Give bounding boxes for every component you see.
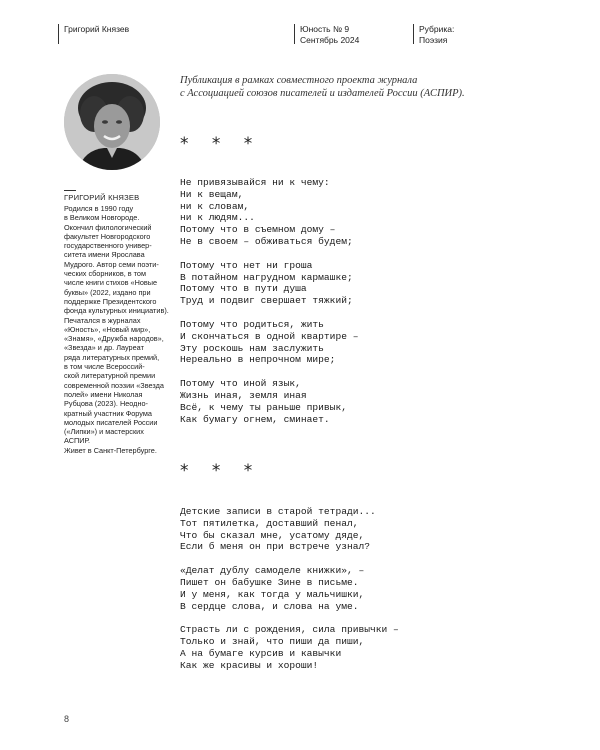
bio-text bbox=[64, 204, 184, 455]
bio-line: Печатался в журналах bbox=[64, 315, 141, 325]
header-divider bbox=[294, 24, 295, 44]
stanza bbox=[180, 177, 358, 248]
verse-line: Потому что нет ни гроша bbox=[180, 259, 313, 271]
bio-line: «Звезда» и др. Лауреат bbox=[64, 343, 144, 353]
bio-line: Окончил филологический bbox=[64, 222, 152, 232]
publication-note bbox=[180, 74, 465, 100]
bio-line: ситета имени Ярослава bbox=[64, 250, 145, 260]
verse-line: Потому что в съемном дому – bbox=[180, 224, 336, 236]
verse-line: Если б меня он при встрече узнал? bbox=[180, 541, 370, 553]
verse-line: Нереально в непрочном мире; bbox=[180, 354, 336, 366]
bio-line: числе книги стихов «Новые bbox=[64, 278, 158, 288]
publication-note-line: с Ассоциацией союзов писателей и издателей России (АСПИР). bbox=[180, 88, 465, 99]
verse-line: «Делат дублу самоделе книжки», – bbox=[180, 565, 365, 577]
bio-line: молодых писателей России bbox=[64, 417, 158, 427]
verse-line: Что бы сказал мне, усатому дяде, bbox=[180, 529, 365, 541]
poem-1-stars: * * * bbox=[180, 134, 262, 154]
bio-line: Рубцова (2023). Неодно- bbox=[64, 399, 148, 409]
bio-line: факультет Новгородского bbox=[64, 231, 151, 241]
bio-line: в том числе Всероссий- bbox=[64, 362, 145, 372]
bio-line: АСПИР. bbox=[64, 436, 90, 446]
verse-line: Ни к вещам, bbox=[180, 188, 244, 200]
verse-line: Не привязывайся ни к чему: bbox=[180, 177, 330, 188]
verse-line: Как бумагу огнем, сминает. bbox=[180, 413, 330, 425]
author-portrait bbox=[64, 74, 160, 170]
bio-line: «Юность», «Новый мир», bbox=[64, 324, 151, 334]
header-divider bbox=[413, 24, 414, 44]
verse-line: И скончаться в одной квартире – bbox=[180, 330, 359, 342]
verse-line: Потому что родиться, жить bbox=[180, 318, 324, 330]
bio-name: ГРИГОРИЙ КНЯЗЕВ bbox=[64, 193, 140, 202]
bio-line: «Знамя», «Дружба народов», bbox=[64, 334, 164, 344]
header-rubric-value: Поэзия bbox=[419, 35, 448, 45]
verse-line: Только и знай, что пиши да пиши, bbox=[180, 636, 365, 648]
verse-line: И у меня, как тогда у мальчишки, bbox=[180, 588, 365, 600]
verse-line: Всё, к чему ты раньше привык, bbox=[180, 401, 347, 413]
header-rubric bbox=[419, 24, 454, 46]
bio-line: Родился в 1990 году bbox=[64, 204, 134, 213]
poem-1 bbox=[180, 177, 358, 437]
verse-line: Эту роскошь нам заслужить bbox=[180, 342, 324, 354]
header-author: Григорий Князев bbox=[64, 24, 130, 34]
verse-line: ни к людям... bbox=[180, 212, 255, 224]
verse-line: В потайном нагрудном кармашке; bbox=[180, 271, 353, 283]
verse-line: Труд и подвиг свершает тяжкий; bbox=[180, 295, 353, 307]
bio-line: современной поэзии «Звезда bbox=[64, 380, 164, 390]
verse-line: Пишет он бабушке Зине в письме. bbox=[180, 576, 359, 588]
verse-line: А на бумаге курсив и кавычки bbox=[180, 647, 342, 659]
stanza bbox=[180, 260, 358, 307]
header-divider bbox=[58, 24, 59, 44]
header-issue bbox=[300, 24, 359, 46]
verse-line: Потому что в пути душа bbox=[180, 283, 307, 295]
bio-line: буквы» (2022, издано при bbox=[64, 287, 151, 297]
verse-line: Как же красивы и хороши! bbox=[180, 659, 319, 671]
bio-line: полей» имени Николая bbox=[64, 389, 143, 399]
page-number: 8 bbox=[64, 714, 70, 724]
verse-line: ни к словам, bbox=[180, 200, 250, 212]
stanza bbox=[180, 378, 358, 425]
bio-line: поддержке Президентского bbox=[64, 296, 157, 306]
bio-line: фонда культурных инициатив). bbox=[64, 306, 169, 316]
bio-line: («Липки») и мастерских bbox=[64, 427, 144, 437]
bio-dash bbox=[64, 190, 76, 191]
header-rubric-label: Рубрика: bbox=[419, 24, 455, 34]
bio-line: ряда литературных премий, bbox=[64, 352, 160, 362]
verse-line: Детские записи в старой тетради... bbox=[180, 506, 376, 517]
bio-line: государственного универ- bbox=[64, 241, 152, 251]
verse-line: Страсть ли с рождения, сила привычки – bbox=[180, 624, 399, 636]
bio-line: кратный участник Форума bbox=[64, 408, 152, 418]
stanza bbox=[180, 506, 399, 553]
header-journal: Юность № 9 bbox=[300, 24, 350, 34]
bio-line: ской литературной премии bbox=[64, 371, 156, 381]
bio-line: Мудрого. Автор семи поэти- bbox=[64, 259, 159, 269]
verse-line: Не в своем – обживаться будем; bbox=[180, 235, 353, 247]
verse-line: Потому что иной язык, bbox=[180, 378, 301, 390]
poem-2-stars: * * * bbox=[180, 461, 262, 481]
stanza bbox=[180, 565, 399, 612]
verse-line: Жизнь иная, земля иная bbox=[180, 389, 307, 401]
stanza bbox=[180, 319, 358, 366]
bio-line: Живет в Санкт-Петербурге. bbox=[64, 445, 157, 455]
bio-line: в Великом Новгороде. bbox=[64, 213, 140, 223]
verse-line: В сердце слова, и слова на уме. bbox=[180, 600, 359, 612]
stanza bbox=[180, 624, 399, 671]
bio-line: ческих сборников, в том bbox=[64, 269, 147, 279]
verse-line: Тот пятилетка, доставший пенал, bbox=[180, 517, 359, 529]
poem-2 bbox=[180, 506, 399, 684]
header-date: Сентябрь 2024 bbox=[300, 35, 360, 45]
publication-note-line: Публикация в рамках совместного проекта журнала bbox=[180, 75, 418, 86]
